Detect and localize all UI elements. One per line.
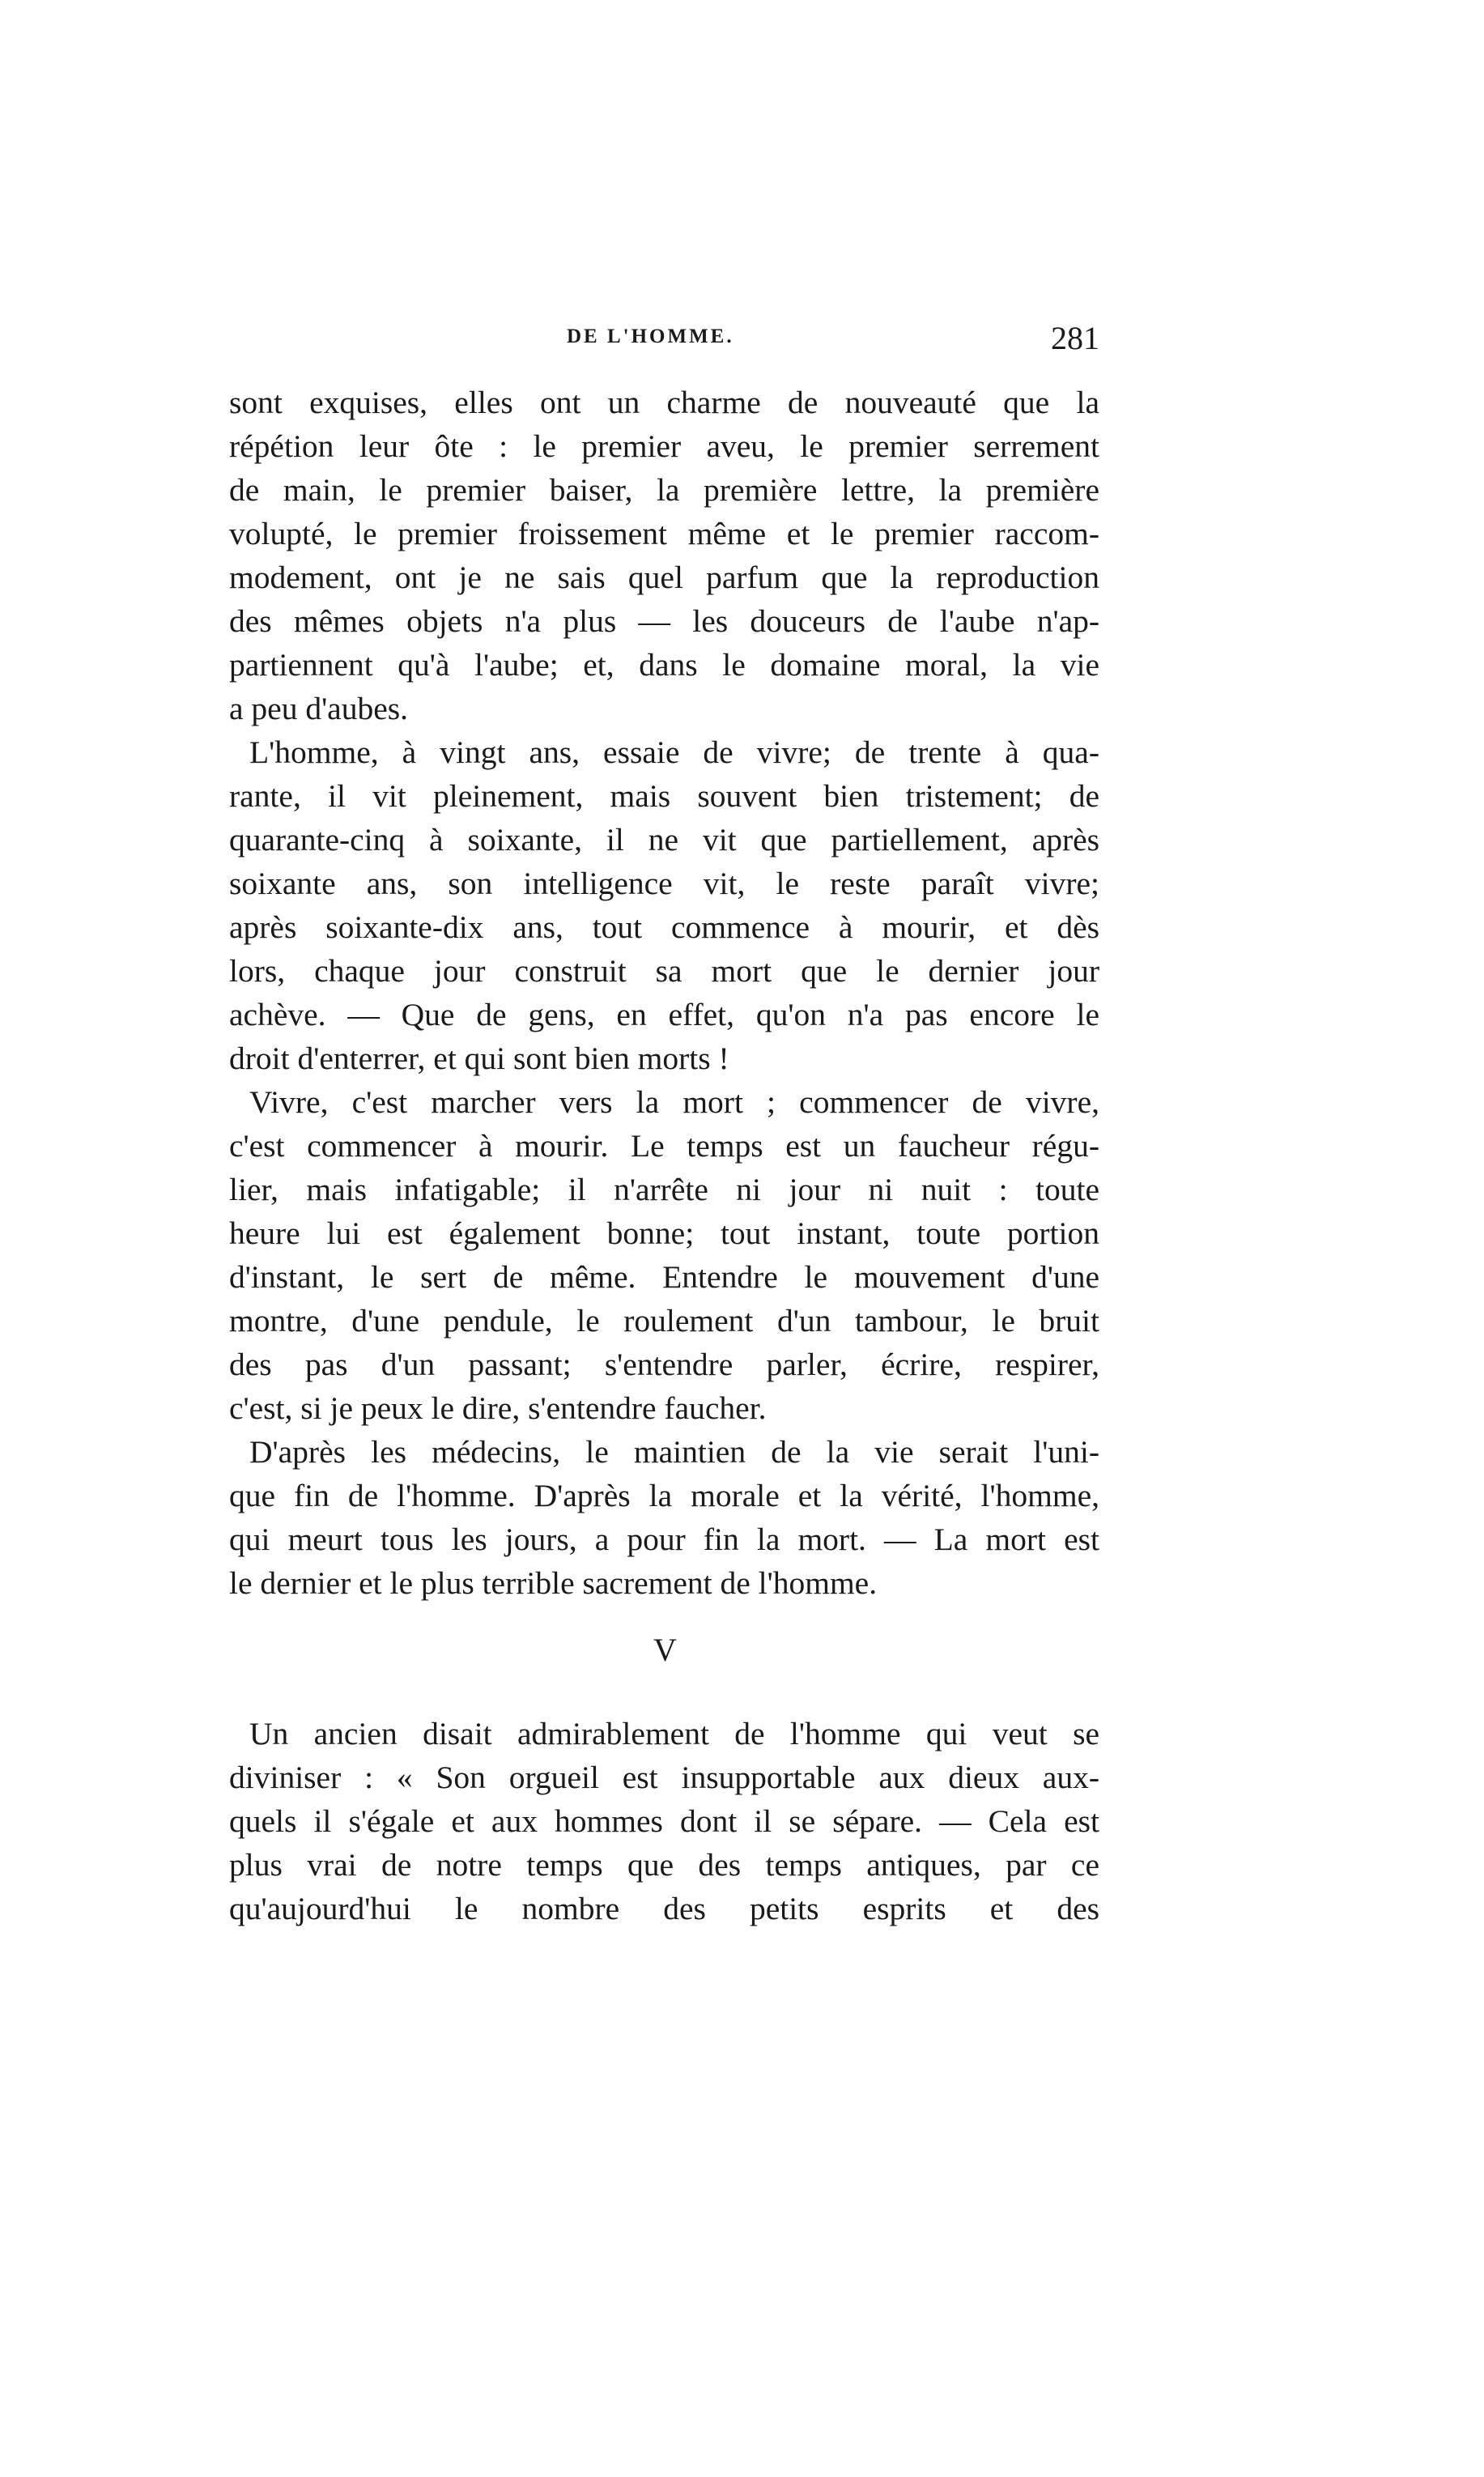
text-line: volupté, le premier froissement même et le premier raccom- xyxy=(229,516,1099,551)
text-line: plus vrai de notre temps que des temps antiques, par ce xyxy=(229,1847,1099,1883)
section-numeral: V xyxy=(653,1632,677,1668)
text-line: après soixante-dix ans, tout commence à mourir, et dès xyxy=(229,909,1099,945)
text-line: D'après les médecins, le maintien de la vie serait l'uni- xyxy=(249,1434,1099,1470)
text-line: quels il s'égale et aux hommes dont il se sépare. — Cela est xyxy=(229,1803,1099,1839)
text-line: des mêmes objets n'a plus — les douceurs de l'aube n'ap- xyxy=(229,603,1099,639)
text-line: c'est, si je peux le dire, s'entendre faucher. xyxy=(229,1390,767,1426)
text-line: d'instant, le sert de même. Entendre le mouvement d'une xyxy=(229,1259,1099,1295)
text-line: a peu d'aubes. xyxy=(229,691,408,726)
text-line: modement, ont je ne sais quel parfum que la reproduction xyxy=(229,560,1099,595)
page-number: 281 xyxy=(1051,320,1099,356)
text-line: montre, d'une pendule, le roulement d'un tambour, le bruit xyxy=(229,1303,1099,1339)
text-line: qu'aujourd'hui le nombre des petits esprits et des xyxy=(229,1891,1099,1926)
text-line: Un ancien disait admirablement de l'homme qui veut se xyxy=(249,1716,1099,1751)
text-line: droit d'enterrer, et qui sont bien morts ! xyxy=(229,1041,729,1076)
text-line: répétion leur ôte : le premier aveu, le premier serrement xyxy=(229,428,1099,464)
text-line: lors, chaque jour construit sa mort que le dernier jour xyxy=(229,953,1099,989)
text-line: rante, il vit pleinement, mais souvent bien tristement; de xyxy=(229,778,1099,814)
text-line: le dernier et le plus terrible sacrement de l'homme. xyxy=(229,1565,878,1601)
text-line: partiennent qu'à l'aube; et, dans le domaine moral, la vie xyxy=(229,647,1099,683)
text-line: c'est commencer à mourir. Le temps est un faucheur régu- xyxy=(229,1128,1099,1164)
text-line: Vivre, c'est marcher vers la mort ; commencer de vivre, xyxy=(249,1084,1099,1120)
text-line: qui meurt tous les jours, a pour fin la mort. — La mort est xyxy=(229,1522,1099,1557)
running-title: DE L'HOMME. xyxy=(567,326,734,347)
text-line: de main, le premier baiser, la première lettre, la première xyxy=(229,472,1099,508)
text-line: que fin de l'homme. D'après la morale et la vérité, l'homme, xyxy=(229,1478,1099,1513)
text-line: lier, mais infatigable; il n'arrête ni jour ni nuit : toute xyxy=(229,1172,1099,1207)
text-line: soixante ans, son intelligence vit, le reste paraît vivre; xyxy=(229,866,1099,901)
text-line: des pas d'un passant; s'entendre parler, écrire, respirer, xyxy=(229,1347,1099,1382)
text-line: sont exquises, elles ont un charme de nouveauté que la xyxy=(229,385,1099,420)
text-line: achève. — Que de gens, en effet, qu'on n'a pas encore le xyxy=(229,997,1099,1032)
text-line: L'homme, à vingt ans, essaie de vivre; de trente à qua- xyxy=(249,734,1099,770)
text-line: diviniser : « Son orgueil est insupportable aux dieux aux- xyxy=(229,1760,1099,1795)
text-line: quarante-cinq à soixante, il ne vit que partiellement, après xyxy=(229,822,1099,858)
text-line: heure lui est également bonne; tout instant, toute portion xyxy=(229,1215,1099,1251)
